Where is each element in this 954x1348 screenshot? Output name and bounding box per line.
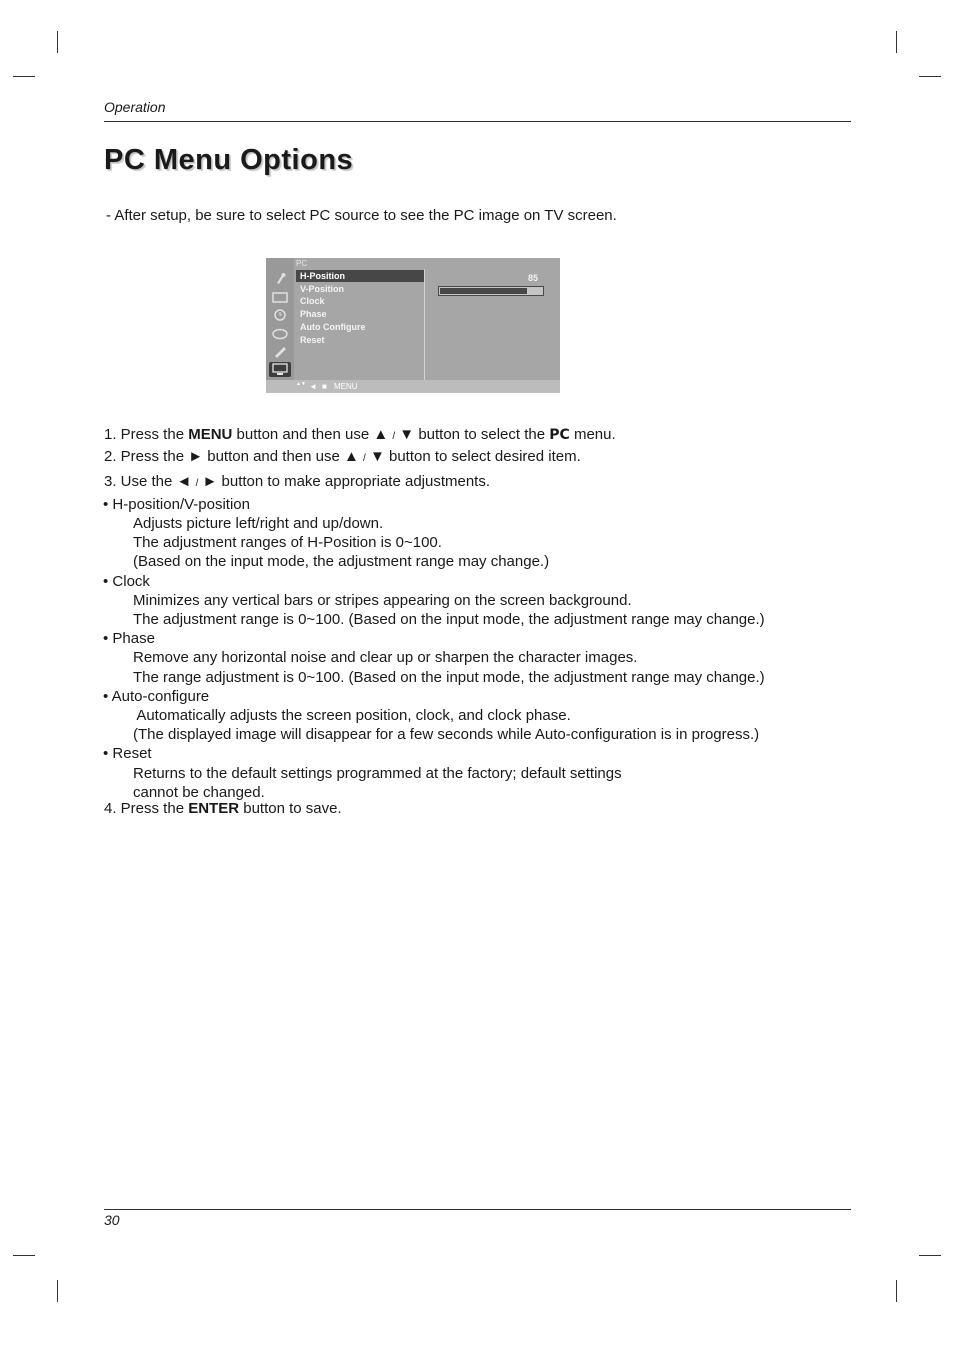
crop-mark	[919, 1255, 941, 1256]
osd-item-reset: Reset	[300, 335, 325, 345]
step-1: 1. Press the MENU button and then use ▲ / ▼ button to select the PC menu.	[104, 426, 616, 443]
bullet-title: • Auto-configure	[103, 688, 210, 705]
osd-footer	[266, 380, 560, 393]
osd-item-auto-configure: Auto Configure	[300, 322, 366, 332]
osd-divider	[424, 269, 425, 380]
crop-mark	[57, 31, 58, 53]
osd-item-h-position: H-Position	[296, 270, 424, 282]
osd-item-v-position: V-Position	[300, 284, 345, 294]
picture-icon	[269, 290, 291, 305]
bullet-line: Automatically adjusts the screen position, clock, and clock phase.	[133, 707, 571, 724]
bullet-line: (Based on the input mode, the adjustment range may change.)	[133, 553, 550, 570]
section-label: Operation	[104, 99, 166, 115]
page-title: PC Menu Options	[104, 144, 354, 176]
osd-value: 85	[528, 273, 539, 283]
osd-menu-title: PC	[296, 259, 308, 268]
bullet-title: • Reset	[103, 745, 152, 762]
bullet-line: Returns to the default settings programmed at the factory; default settings	[133, 765, 622, 782]
step-3: 3. Use the ◄ / ► button to make appropriate adjustments.	[104, 473, 491, 490]
crop-mark	[57, 1280, 58, 1302]
stop-icon: ■	[322, 382, 327, 391]
up-down-arrow-icon: ▲▼	[296, 381, 306, 387]
step-2: 2. Press the ► button and then use ▲ / ▼ button to select desired item.	[104, 448, 581, 465]
step-4: 4. Press the ENTER button to save.	[104, 800, 342, 817]
bullet-title: • Clock	[103, 573, 150, 590]
pc-icon	[269, 362, 291, 377]
left-arrow-icon: ◄	[309, 382, 317, 391]
bullet-line: The adjustment range is 0~100. (Based on the input mode, the adjustment range may change.)	[133, 611, 765, 628]
bullet-title: • Phase	[103, 630, 155, 647]
time-icon	[269, 307, 291, 322]
bullet-line: Remove any horizontal noise and clear up or sharpen the character images.	[133, 649, 638, 666]
osd-slider-bar	[438, 286, 544, 296]
header-rule	[104, 121, 851, 122]
screen-icon	[269, 344, 291, 359]
intro-text: - After setup, be sure to select PC source to see the PC image on TV screen.	[106, 207, 617, 224]
osd-item-phase: Phase	[300, 309, 327, 319]
osd-slider-fill	[440, 288, 527, 294]
crop-mark	[13, 1255, 35, 1256]
crop-mark	[919, 76, 941, 77]
bullet-line: cannot be changed.	[133, 784, 265, 801]
audio-icon	[269, 271, 291, 286]
bullet-line: Adjusts picture left/right and up/down.	[133, 515, 384, 532]
osd-menu-label: MENU	[334, 382, 358, 391]
special-icon	[269, 326, 291, 341]
bullet-line: (The displayed image will disappear for a few seconds while Auto-configuration is in progress.)	[133, 726, 760, 743]
crop-mark	[896, 1280, 897, 1302]
pc-osd-menu	[266, 258, 560, 393]
page-number: 30	[104, 1212, 120, 1228]
crop-mark	[896, 31, 897, 53]
bullet-line: Minimizes any vertical bars or stripes appearing on the screen background.	[133, 592, 632, 609]
osd-item-clock: Clock	[300, 296, 325, 306]
bullet-line: The adjustment ranges of H-Position is 0~100.	[133, 534, 442, 551]
bullet-line: The range adjustment is 0~100. (Based on the input mode, the adjustment range may change.)	[133, 669, 765, 686]
footer-rule	[104, 1209, 851, 1210]
osd-icon-strip	[266, 258, 294, 380]
bullet-title: • H-position/V-position	[103, 496, 250, 513]
crop-mark	[13, 76, 35, 77]
